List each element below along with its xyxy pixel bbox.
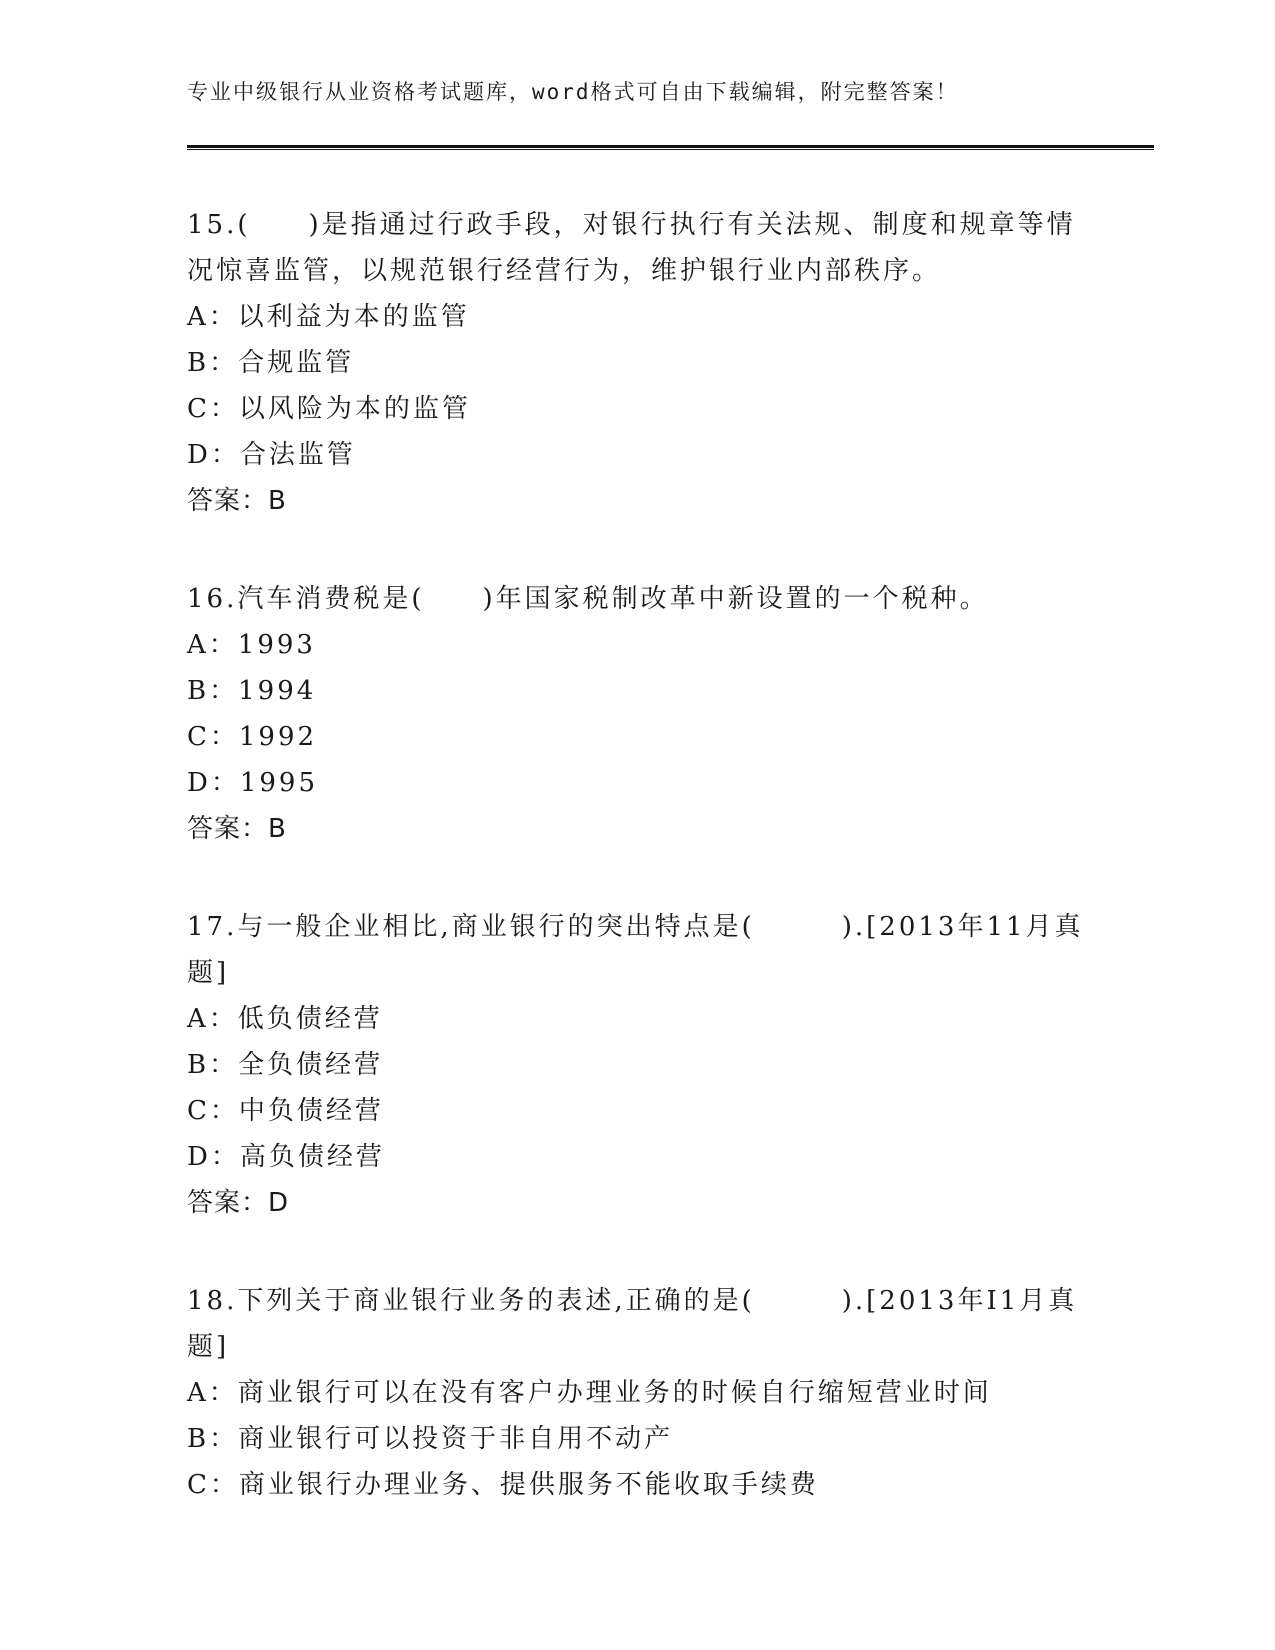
option-a: A：1993 [187, 630, 316, 660]
option-b: B：1994 [187, 676, 317, 706]
question-list [187, 202, 1087, 1560]
answer: 答案：D [187, 1188, 290, 1218]
question-17 [187, 904, 1087, 1226]
option-d: D：高负债经营 [187, 1142, 385, 1172]
option-c: C：以风险为本的监管 [187, 394, 471, 424]
question-stem: 17.与一般企业相比,商业银行的突出特点是( ).[2013年11月真题] [187, 912, 1084, 988]
option-a: A：以利益为本的监管 [187, 302, 470, 332]
question-16 [187, 576, 1087, 852]
option-b: B：全负债经营 [187, 1050, 384, 1080]
option-c: C：中负债经营 [187, 1096, 384, 1126]
option-a: A：商业银行可以在没有客户办理业务的时候自行缩短营业时间 [187, 1378, 992, 1408]
answer: 答案：B [187, 486, 287, 516]
question-stem: 15.( )是指通过行政手段，对银行执行有关法规、制度和规章等情况惊喜监管，以规范银行经营行为，维护银行业内部秩序。 [187, 210, 1076, 286]
question-15 [187, 202, 1087, 524]
option-c: C：商业银行办理业务、提供服务不能收取手续费 [187, 1470, 819, 1500]
page-header: 专业中级银行从业资格考试题库，word格式可自由下载编辑，附完整答案！ [187, 80, 959, 104]
option-d: D：合法监管 [187, 440, 356, 470]
option-d: D：1995 [187, 768, 319, 798]
option-a: A：低负债经营 [187, 1004, 383, 1034]
answer: 答案：B [187, 814, 287, 844]
question-18 [187, 1278, 1087, 1508]
option-b: B：合规监管 [187, 348, 355, 378]
option-c: C：1992 [187, 722, 318, 752]
option-b: B：商业银行可以投资于非自用不动产 [187, 1424, 674, 1454]
question-stem: 18.下列关于商业银行业务的表述,正确的是( ).[2013年I1月真题] [187, 1286, 1078, 1362]
header-divider [187, 145, 1154, 150]
question-stem: 16.汽车消费税是( )年国家税制改革中新设置的一个税种。 [187, 584, 989, 614]
